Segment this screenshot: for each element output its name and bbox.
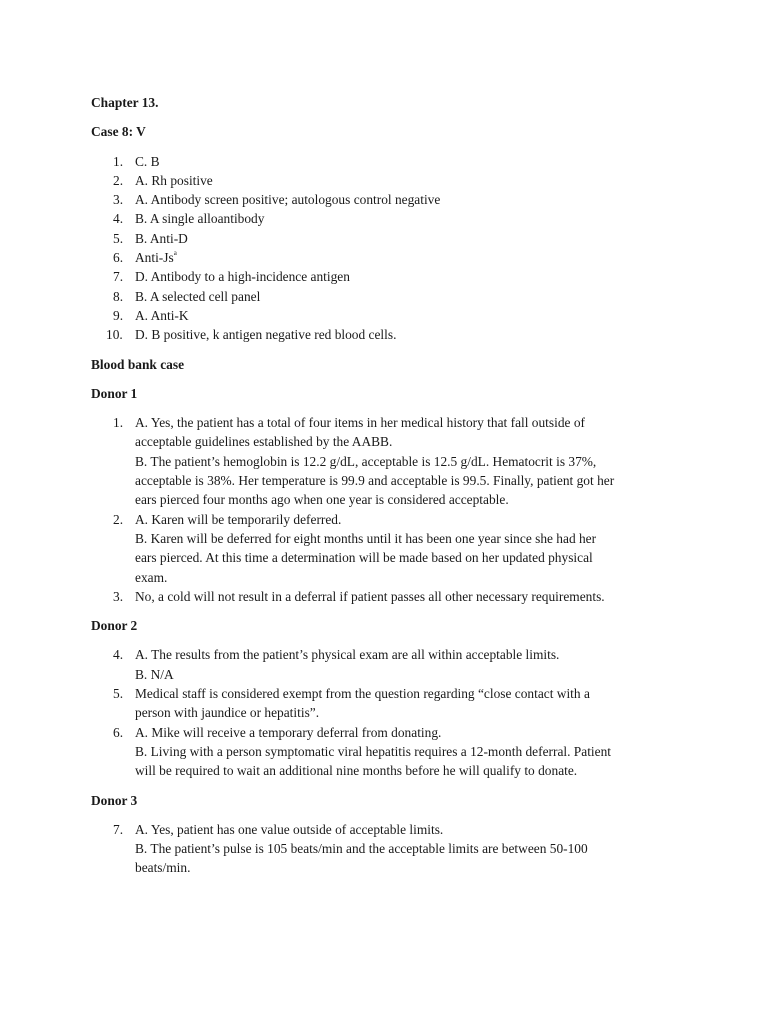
list-item xyxy=(91,510,691,587)
list-item xyxy=(91,306,691,325)
item-text: Anti-Js xyxy=(135,250,174,266)
text-line: No, a cold will not result in a deferral if patient passes all other necessary requirements. xyxy=(135,588,605,604)
item-text xyxy=(135,684,691,723)
item-number: 2. xyxy=(113,172,124,188)
item-number: 7. xyxy=(113,821,124,837)
list-item xyxy=(91,209,691,228)
list-item xyxy=(91,267,691,286)
list-item xyxy=(91,413,691,509)
item-text xyxy=(135,413,691,509)
item-number: 7. xyxy=(113,269,124,285)
text-line: A. Yes, patient has one value outside of acceptable limits. xyxy=(135,821,444,837)
item-text: B. A selected cell panel xyxy=(135,288,261,304)
item-number: 10. xyxy=(106,327,123,343)
text-line: ears pierced four months ago when one year is considered acceptable. xyxy=(135,492,509,508)
list-item xyxy=(91,171,691,190)
list-item xyxy=(91,684,691,723)
item-text: D. Antibody to a high-incidence antigen xyxy=(135,269,350,285)
text-line: acceptable guidelines established by the AABB. xyxy=(135,434,393,450)
text-line: B. The patient’s hemoglobin is 12.2 g/dL, acceptable is 12.5 g/dL. Hematocrit is 37%, xyxy=(135,453,597,469)
document-page xyxy=(91,93,691,888)
blood-bank-title: Blood bank case xyxy=(91,356,185,372)
text-line: A. Yes, the patient has a total of four items in her medical history that fall outside of xyxy=(135,415,585,431)
donor-2-list xyxy=(91,645,691,780)
item-number: 1. xyxy=(113,153,124,169)
item-number: 6. xyxy=(113,250,124,266)
item-number: 4. xyxy=(113,211,124,227)
item-number: 3. xyxy=(113,192,124,208)
superscript: a xyxy=(173,249,177,258)
text-line: A. The results from the patient’s physical exam are all within acceptable limits. xyxy=(135,647,560,663)
donor-3-list xyxy=(91,820,691,878)
item-number: 8. xyxy=(113,288,124,304)
chapter-title: Chapter 13. xyxy=(91,95,159,110)
list-item xyxy=(91,248,691,267)
item-number: 1. xyxy=(113,415,124,431)
text-line: will be required to wait an additional nine months before he will qualify to donate. xyxy=(135,763,578,779)
text-line: A. Karen will be temporarily deferred. xyxy=(135,511,342,527)
text-line: exam. xyxy=(135,569,168,585)
text-line: B. N/A xyxy=(135,666,174,682)
item-number: 6. xyxy=(113,724,124,740)
item-text: C. B xyxy=(135,153,160,169)
donor-1-list xyxy=(91,413,691,606)
item-text: B. A single alloantibody xyxy=(135,211,265,227)
text-line: beats/min. xyxy=(135,860,191,876)
item-text xyxy=(135,723,691,781)
list-item xyxy=(91,645,691,684)
case-answer-list xyxy=(91,152,691,345)
item-text: D. B positive, k antigen negative red blood cells. xyxy=(135,327,397,343)
item-number: 5. xyxy=(113,230,124,246)
list-item xyxy=(91,287,691,306)
list-item xyxy=(91,325,691,344)
item-number: 9. xyxy=(113,307,124,323)
item-text: A. Antibody screen positive; autologous control negative xyxy=(135,192,441,208)
item-text xyxy=(135,587,691,606)
list-item xyxy=(91,587,691,606)
item-number: 3. xyxy=(113,588,124,604)
donor-2-title: Donor 2 xyxy=(91,618,138,634)
item-number: 2. xyxy=(113,511,124,527)
list-item xyxy=(91,723,691,781)
text-line: A. Mike will receive a temporary deferral from donating. xyxy=(135,724,442,740)
donor-3-title: Donor 3 xyxy=(91,792,138,808)
list-item xyxy=(91,152,691,171)
item-number: 5. xyxy=(113,686,124,702)
item-text: A. Rh positive xyxy=(135,172,213,188)
item-number: 4. xyxy=(113,647,124,663)
item-text xyxy=(135,510,691,587)
item-text xyxy=(135,820,691,878)
text-line: B. Living with a person symptomatic viral hepatitis requires a 12-month deferral. Patient xyxy=(135,743,611,759)
text-line: B. The patient’s pulse is 105 beats/min and the acceptable limits are between 50-100 xyxy=(135,841,588,857)
list-item xyxy=(91,229,691,248)
item-text: B. Anti-D xyxy=(135,230,188,246)
list-item xyxy=(91,190,691,209)
text-line: ears pierced. At this time a determination will be made based on her updated physical xyxy=(135,550,593,566)
text-line: acceptable is 38%. Her temperature is 99.9 and acceptable is 99.5. Finally, patient got her xyxy=(135,473,615,489)
donor-1-title: Donor 1 xyxy=(91,385,138,401)
item-text xyxy=(135,645,691,684)
text-line: person with jaundice or hepatitis”. xyxy=(135,705,320,721)
item-text: A. Anti-K xyxy=(135,307,189,323)
text-line: Medical staff is considered exempt from the question regarding “close contact with a xyxy=(135,686,590,702)
text-line: B. Karen will be deferred for eight months until it has been one year since she had her xyxy=(135,530,597,546)
case-title: Case 8: V xyxy=(91,124,146,140)
list-item xyxy=(91,820,691,878)
